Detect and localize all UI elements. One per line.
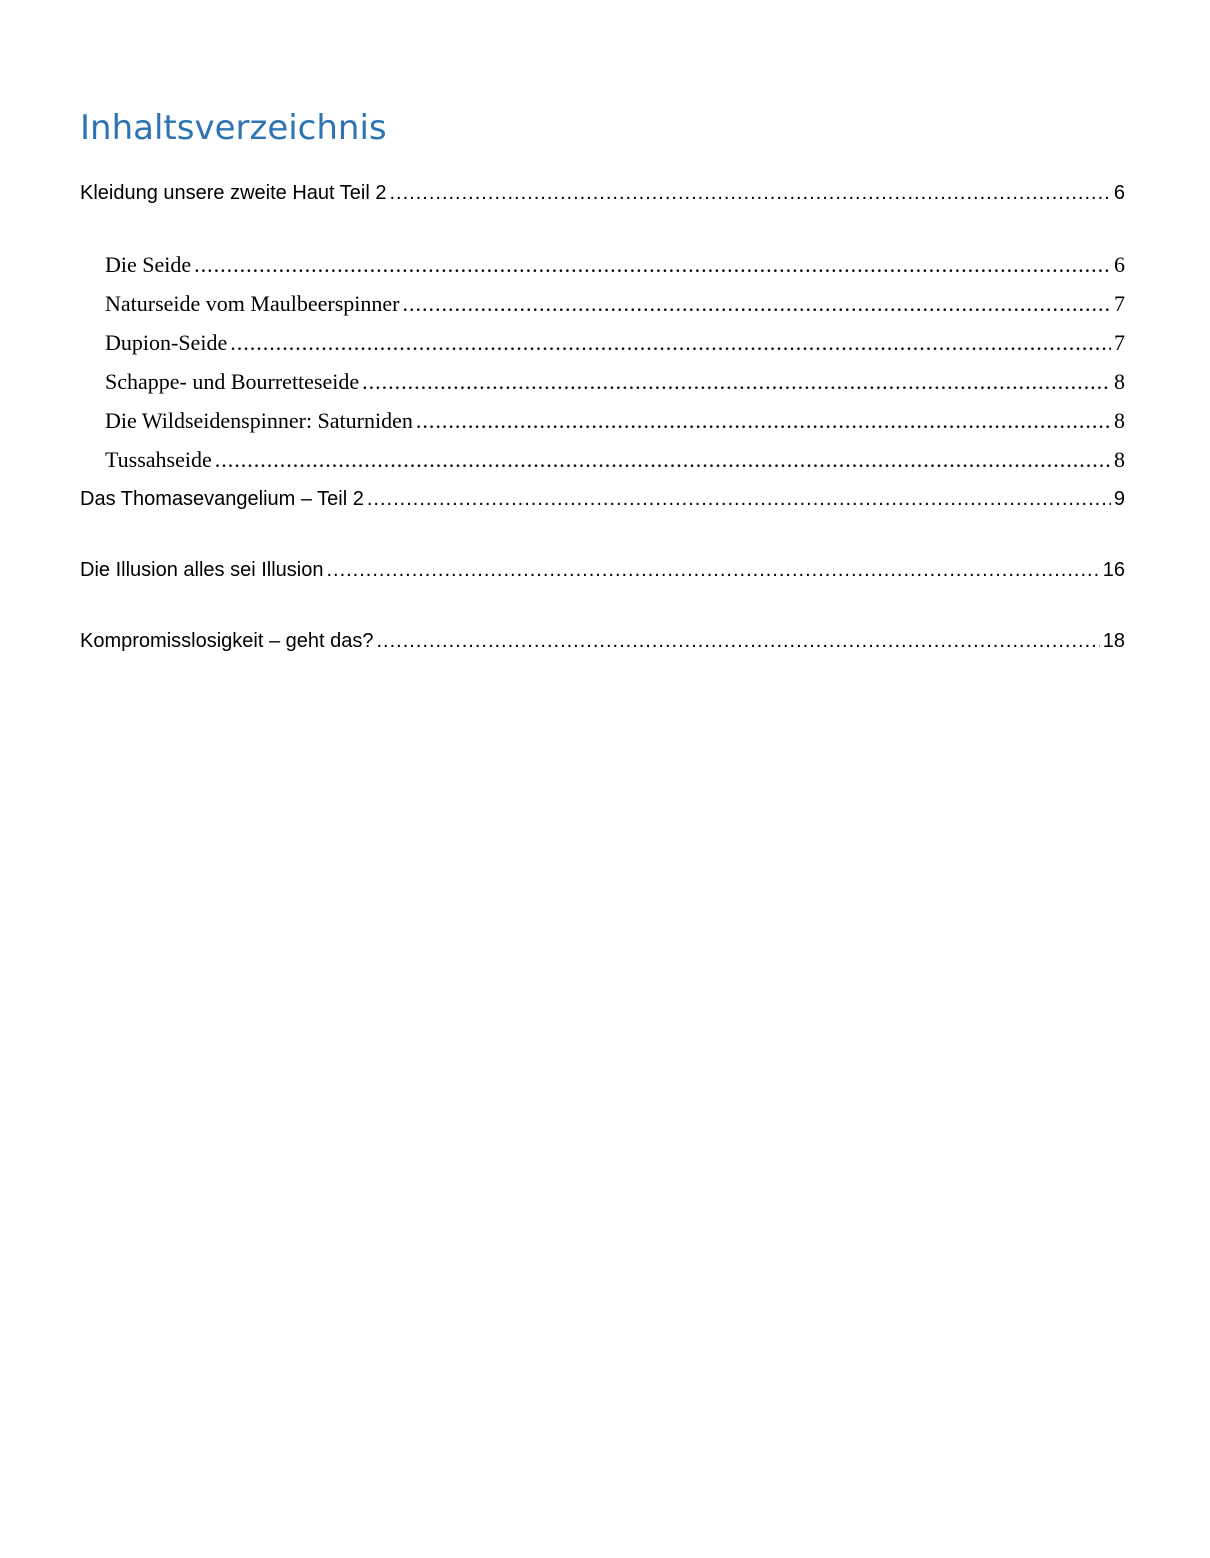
toc-dot-leader <box>389 178 1110 208</box>
toc-page-number: 8 <box>1114 408 1125 433</box>
toc-entry[interactable] <box>80 484 1125 514</box>
toc-entry[interactable] <box>105 445 1125 475</box>
toc-entry[interactable] <box>80 555 1125 585</box>
toc-page-number: 8 <box>1114 447 1125 472</box>
toc-entry-label: Kompromisslosigkeit – geht das? <box>80 630 374 652</box>
toc-entry-label: Die Illusion alles sei Illusion <box>80 559 324 581</box>
toc-dot-leader <box>326 555 1099 585</box>
toc-dot-leader <box>402 289 1111 319</box>
toc-entry-label: Das Thomasevangelium – Teil 2 <box>80 488 364 510</box>
toc-dot-leader <box>230 328 1111 358</box>
toc-entry[interactable] <box>105 328 1125 358</box>
toc-page-number: 8 <box>1114 369 1125 394</box>
toc-entry-label: Die Seide <box>105 252 192 277</box>
toc-dot-leader <box>416 406 1111 436</box>
toc-entry[interactable] <box>80 178 1125 208</box>
toc-dot-leader <box>362 367 1111 397</box>
toc-page-number: 7 <box>1114 291 1125 316</box>
toc-heading: Inhaltsverzeichnis <box>80 108 387 148</box>
toc-entry-label: Tussahseide <box>105 447 212 472</box>
toc-entry[interactable] <box>105 367 1125 397</box>
toc-entry[interactable] <box>105 250 1125 280</box>
toc-page-number: 6 <box>1114 252 1125 277</box>
toc-entry-label: Naturseide vom Maulbeerspinner <box>105 291 400 316</box>
toc-dot-leader <box>215 445 1111 475</box>
toc-page-number: 18 <box>1102 630 1125 652</box>
toc-entry-label: Schappe- und Bourretteseide <box>105 369 360 394</box>
toc-entry[interactable] <box>80 626 1125 656</box>
toc-entry-label: Dupion-Seide <box>105 330 228 355</box>
toc-dot-leader <box>367 484 1111 514</box>
toc-page-number: 9 <box>1113 488 1125 510</box>
toc-page-number: 6 <box>1113 182 1125 204</box>
toc-dot-leader <box>194 250 1111 280</box>
toc-page-number: 7 <box>1114 330 1125 355</box>
toc-entry-label: Kleidung unsere zweite Haut Teil 2 <box>80 182 387 204</box>
toc-entry-label: Die Wildseidenspinner: Saturniden <box>105 408 413 433</box>
toc-entry[interactable] <box>105 406 1125 436</box>
toc-page-number: 16 <box>1102 559 1125 581</box>
toc-dot-leader <box>376 626 1099 656</box>
toc-entry[interactable] <box>105 289 1125 319</box>
